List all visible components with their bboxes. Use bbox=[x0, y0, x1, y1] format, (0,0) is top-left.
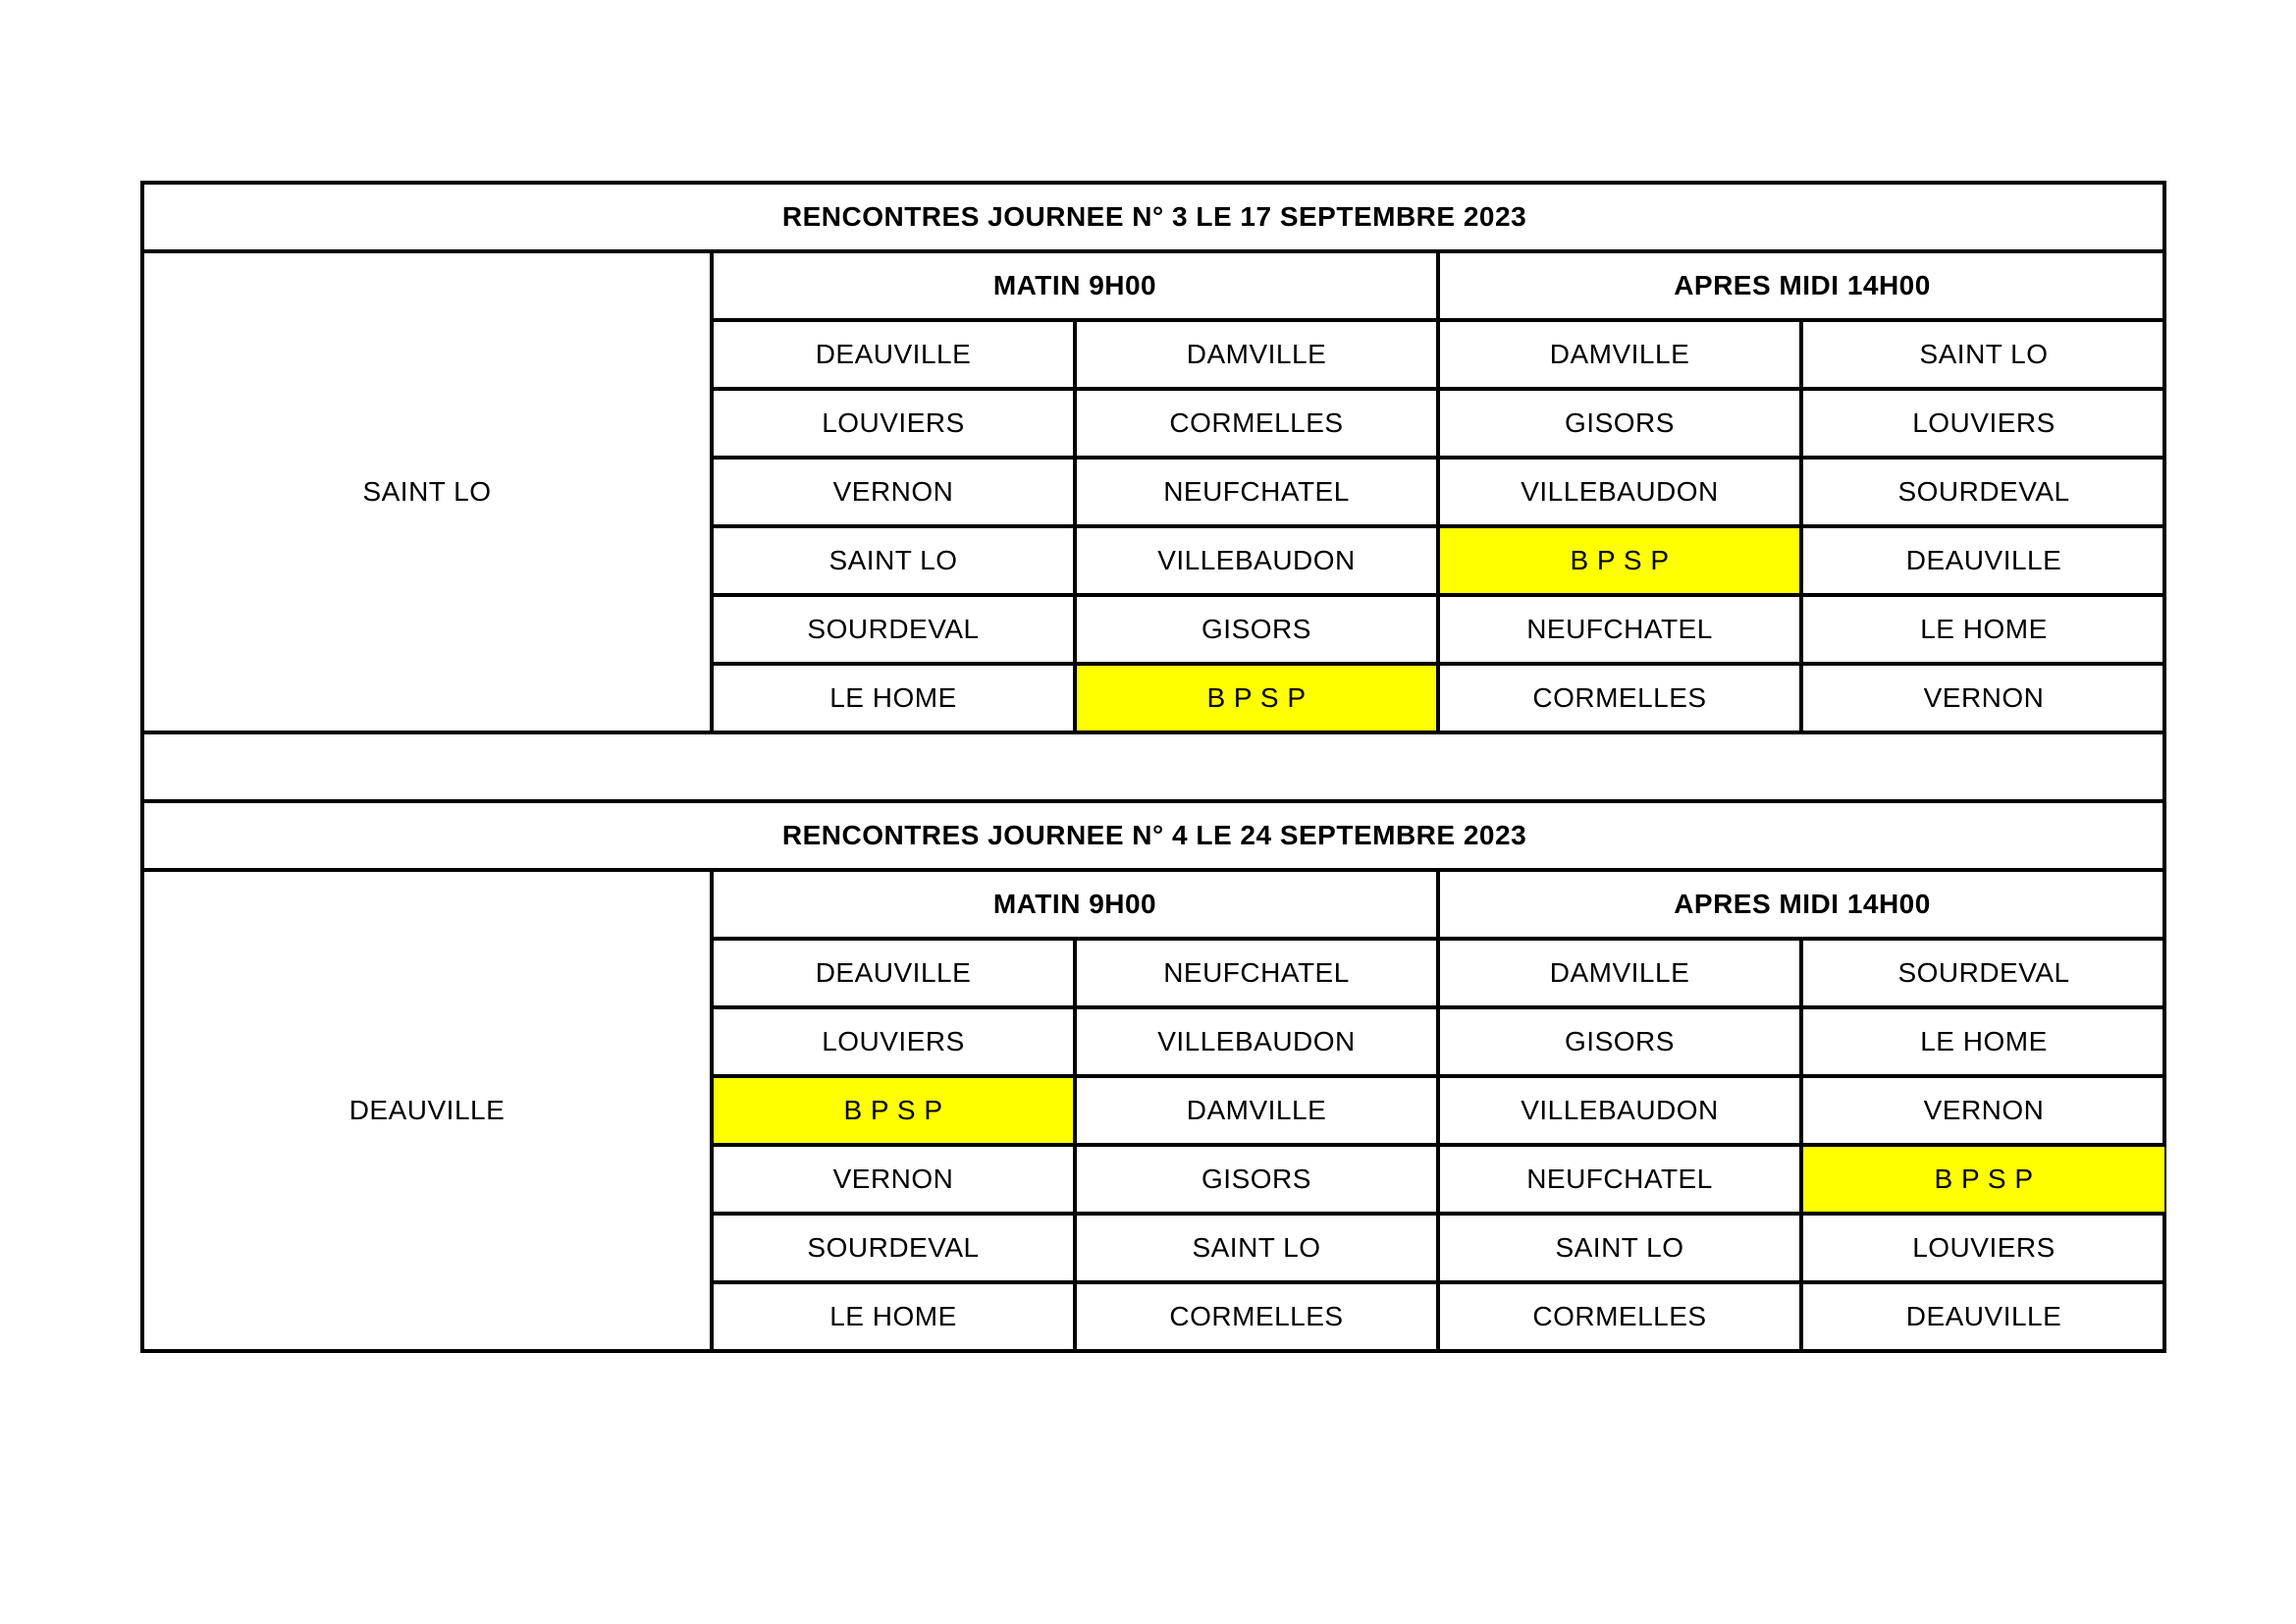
team-cell-highlighted: B P S P bbox=[1801, 1145, 2164, 1214]
team-cell: CORMELLES bbox=[1438, 664, 1801, 732]
day-title-row bbox=[144, 801, 2164, 870]
afternoon-header: APRES MIDI 14H00 bbox=[1438, 251, 2164, 320]
team-cell: SOURDEVAL bbox=[1801, 458, 2164, 526]
team-cell: LOUVIERS bbox=[712, 1007, 1075, 1076]
team-cell: NEUFCHATEL bbox=[1075, 939, 1438, 1007]
team-cell: VILLEBAUDON bbox=[1075, 1007, 1438, 1076]
team-cell: DAMVILLE bbox=[1075, 1076, 1438, 1145]
team-cell: SAINT LO bbox=[1075, 1214, 1438, 1282]
team-cell: NEUFCHATEL bbox=[1438, 595, 1801, 664]
team-cell: LOUVIERS bbox=[1801, 1214, 2164, 1282]
team-cell: VILLEBAUDON bbox=[1075, 526, 1438, 595]
team-cell-highlighted: B P S P bbox=[1438, 526, 1801, 595]
team-cell: NEUFCHATEL bbox=[1075, 458, 1438, 526]
team-cell: VERNON bbox=[1801, 1076, 2164, 1145]
team-cell: LOUVIERS bbox=[1801, 389, 2164, 458]
team-cell: CORMELLES bbox=[1075, 389, 1438, 458]
morning-header: MATIN 9H00 bbox=[712, 251, 1438, 320]
team-cell: LE HOME bbox=[712, 664, 1075, 732]
team-cell: NEUFCHATEL bbox=[1438, 1145, 1801, 1214]
team-cell: DEAUVILLE bbox=[712, 320, 1075, 389]
team-cell: DEAUVILLE bbox=[1801, 1282, 2164, 1349]
day-title: RENCONTRES JOURNEE N° 3 LE 17 SEPTEMBRE 2023 bbox=[144, 185, 2164, 251]
team-cell: GISORS bbox=[1438, 1007, 1801, 1076]
team-cell: SAINT LO bbox=[712, 526, 1075, 595]
team-cell: CORMELLES bbox=[1438, 1282, 1801, 1349]
team-cell: SAINT LO bbox=[1801, 320, 2164, 389]
team-cell: GISORS bbox=[1075, 1145, 1438, 1214]
morning-header: MATIN 9H00 bbox=[712, 870, 1438, 939]
schedule-sheet bbox=[140, 181, 2166, 1353]
team-cell: SOURDEVAL bbox=[712, 595, 1075, 664]
afternoon-header: APRES MIDI 14H00 bbox=[1438, 870, 2164, 939]
team-cell: SAINT LO bbox=[1438, 1214, 1801, 1282]
team-cell: DAMVILLE bbox=[1075, 320, 1438, 389]
spacer-row bbox=[144, 732, 2164, 801]
session-header-row bbox=[144, 870, 2164, 939]
team-cell: DEAUVILLE bbox=[712, 939, 1075, 1007]
day-title: RENCONTRES JOURNEE N° 4 LE 24 SEPTEMBRE 2023 bbox=[144, 801, 2164, 870]
team-cell: SOURDEVAL bbox=[1801, 939, 2164, 1007]
team-cell: DEAUVILLE bbox=[1801, 526, 2164, 595]
host-club: DEAUVILLE bbox=[144, 870, 712, 1349]
team-cell: LE HOME bbox=[1801, 1007, 2164, 1076]
team-cell-highlighted: B P S P bbox=[1075, 664, 1438, 732]
host-club: SAINT LO bbox=[144, 251, 712, 732]
team-cell: LE HOME bbox=[1801, 595, 2164, 664]
team-cell: LOUVIERS bbox=[712, 389, 1075, 458]
team-cell: VERNON bbox=[1801, 664, 2164, 732]
team-cell: DAMVILLE bbox=[1438, 939, 1801, 1007]
team-cell: VERNON bbox=[712, 1145, 1075, 1214]
team-cell: GISORS bbox=[1438, 389, 1801, 458]
session-header-row bbox=[144, 251, 2164, 320]
team-cell-highlighted: B P S P bbox=[712, 1076, 1075, 1145]
team-cell: VERNON bbox=[712, 458, 1075, 526]
team-cell: GISORS bbox=[1075, 595, 1438, 664]
team-cell: CORMELLES bbox=[1075, 1282, 1438, 1349]
team-cell: VILLEBAUDON bbox=[1438, 1076, 1801, 1145]
team-cell: VILLEBAUDON bbox=[1438, 458, 1801, 526]
day-title-row bbox=[144, 185, 2164, 251]
team-cell: SOURDEVAL bbox=[712, 1214, 1075, 1282]
team-cell: DAMVILLE bbox=[1438, 320, 1801, 389]
team-cell: LE HOME bbox=[712, 1282, 1075, 1349]
spacer-cell bbox=[144, 732, 2164, 801]
schedule-table bbox=[144, 185, 2164, 1349]
